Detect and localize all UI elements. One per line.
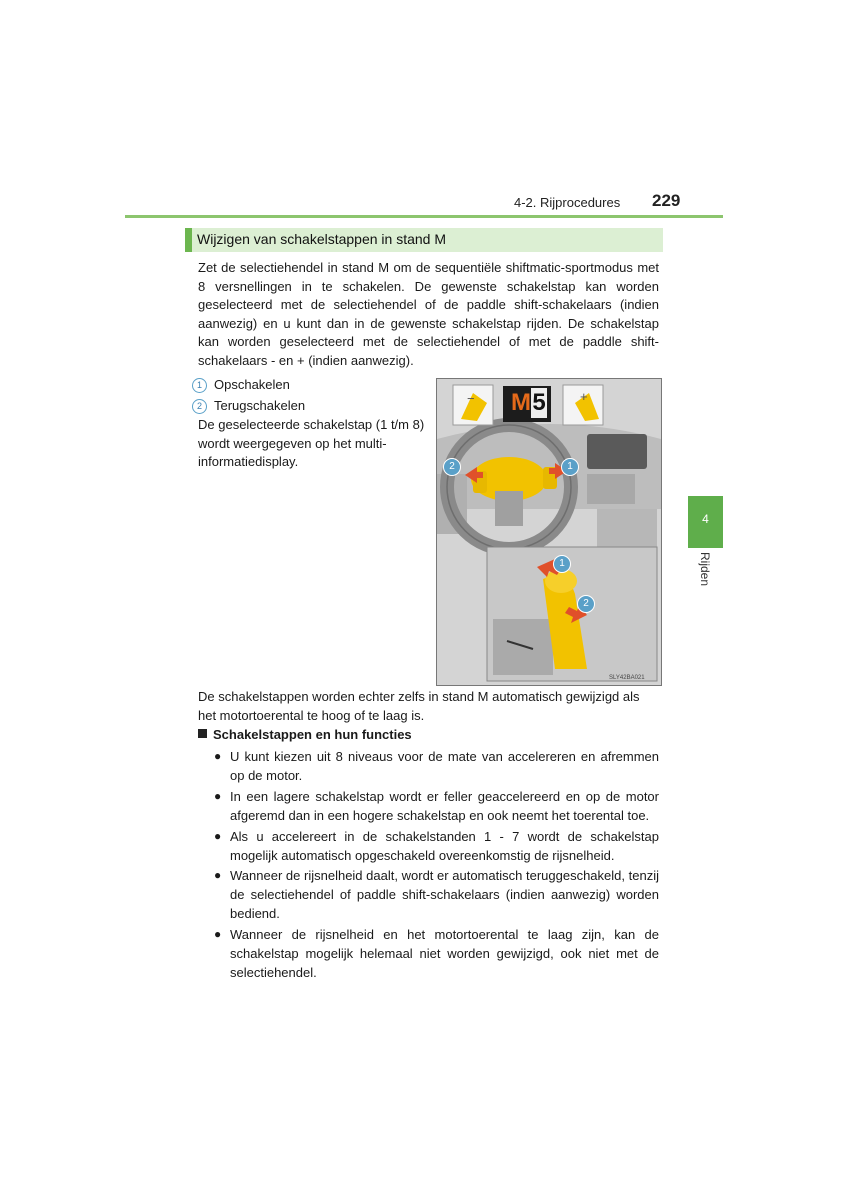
cockpit-illustration — [437, 379, 661, 685]
shift-illustration — [436, 378, 662, 686]
bullet-dot-icon: ● — [214, 927, 222, 941]
list-item-text: Als u accelereert in de schakelstanden 1 - 7 wordt de schakelstap mogelijk automatisch opgeschakeld overeenkomstig de rijsnelheid. — [230, 829, 659, 863]
figure-note: De geselecteerde schakelstap (1 t/m 8) wordt weergegeven op het multi-informatiedisplay. — [198, 417, 425, 469]
chapter-label-text: Rijden — [698, 552, 712, 587]
callout-2-top: 2 — [443, 458, 461, 476]
numbered-item-downshift — [192, 397, 305, 415]
paddle-plus-sign: + — [580, 389, 588, 404]
list-item-text: In een lagere schakelstap wordt er feller geaccelereerd en op de motor afgeremd dan in een hogere schakelstap en ook neemt het toerental toe. — [230, 789, 659, 823]
bullet-dot-icon: ● — [214, 789, 222, 803]
auto-shift-note: De schakelstappen worden echter zelfs in stand M automatisch gewijzigd als het motortoerental te hoog of te laag is. — [198, 689, 640, 723]
callout-1-lever: 1 — [553, 555, 571, 573]
intro-paragraph: Zet de selectiehendel in stand M om de sequentiële shiftmatic-sportmodus met 8 versnellingen in te schakelen. De gewenste schakelstap kan worden geselecteerd met de selectiehendel of de paddle shift-schakelaars (indien aanwezig) en u kunt dan in de gewenste schakelstap rijden. De schakelstap kan worden geselecteerd met de selectiehendel of met de paddle shift-schakelaars - en + (indien aanwezig). — [198, 260, 659, 368]
list-item — [214, 747, 659, 785]
bullet-dot-icon: ● — [214, 749, 222, 763]
list-item-text: Wanneer de rijsnelheid daalt, wordt er automatisch teruggeschakeld, tenzij de selectiehendel of paddle shift-schakelaars (indien aanwezig) worden bediend. — [230, 868, 659, 921]
list-item-text: U kunt kiezen uit 8 niveaus voor de mate van accelereren en afremmen op de motor. — [230, 749, 659, 783]
paddle-minus-sign: − — [467, 391, 475, 406]
square-bullet-icon — [198, 729, 207, 738]
number-circle: 1 — [192, 378, 207, 393]
callout-1-top: 1 — [561, 458, 579, 476]
number-circle: 2 — [192, 399, 207, 414]
header-rule — [125, 215, 723, 218]
chapter-tab[interactable] — [688, 496, 723, 548]
numbered-item-label: Opschakelen — [214, 377, 290, 392]
section-heading — [185, 228, 663, 252]
numbered-item-label: Terugschakelen — [214, 398, 306, 413]
callout-2-lever: 2 — [577, 595, 595, 613]
chapter-label — [688, 552, 723, 600]
list-item — [214, 866, 659, 923]
page-number: 229 — [652, 191, 681, 210]
section-heading-text: Wijzigen van schakelstappen in stand M — [197, 231, 447, 247]
bullet-dot-icon: ● — [214, 868, 222, 882]
bullet-dot-icon: ● — [214, 829, 222, 843]
gear-number: 5 — [532, 389, 546, 416]
chapter-tab-number: 4 — [702, 512, 709, 526]
subsection-heading-text: Schakelstappen en hun functies — [213, 727, 412, 742]
gear-mode: M — [511, 389, 531, 416]
list-item-text: Wanneer de rijsnelheid en het motortoerental te laag zijn, kan de schakelstap mogelijk helemaal niet worden gewijzigd, ook niet met de selectiehendel. — [230, 927, 659, 980]
list-item — [214, 925, 659, 982]
list-item — [214, 827, 659, 865]
running-header-section: 4-2. Rijprocedures — [514, 195, 621, 210]
subsection-heading — [198, 727, 412, 742]
figure-code: SLY42BA021 — [609, 675, 645, 681]
list-item — [214, 787, 659, 825]
gear-display-text — [506, 388, 552, 418]
numbered-item-upshift — [192, 376, 290, 394]
